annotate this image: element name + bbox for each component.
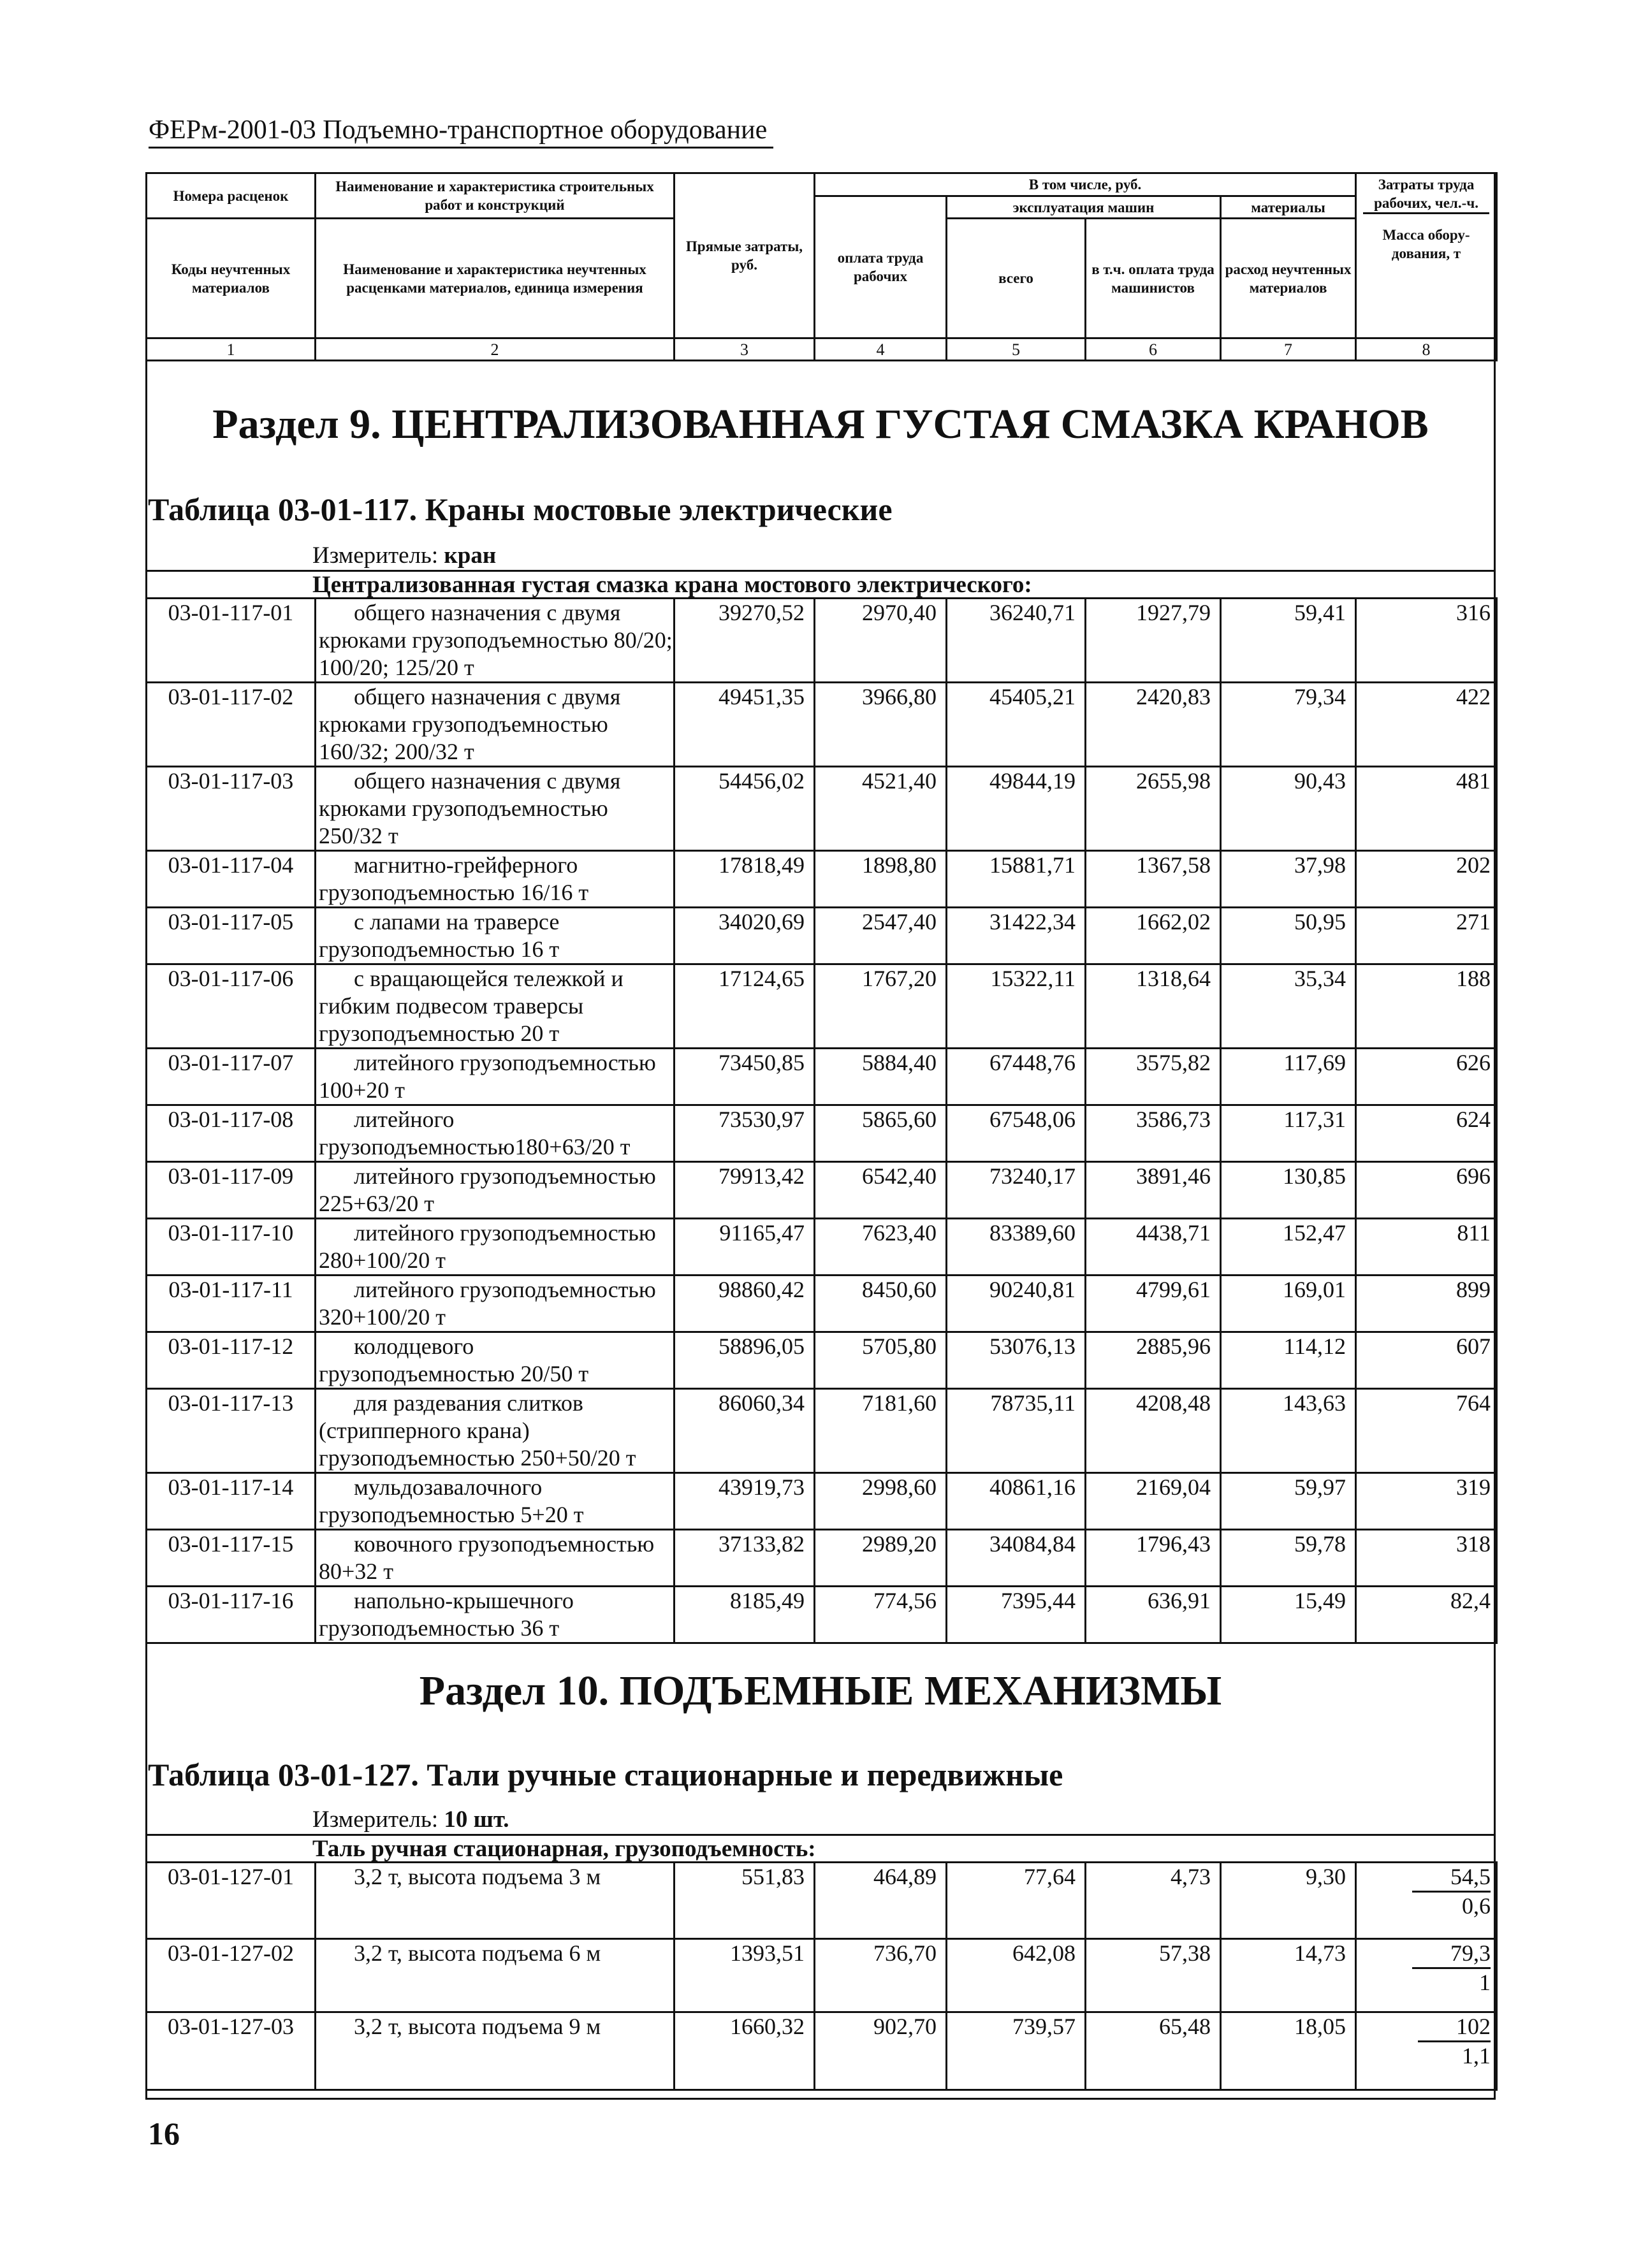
- direct-costs: 34020,69: [675, 908, 815, 964]
- machines-total: 67448,76: [947, 1049, 1086, 1105]
- machines-total: 78735,11: [947, 1389, 1086, 1473]
- labor-hours: 811: [1356, 1219, 1497, 1276]
- description-first-line: для раздевания слитков: [354, 1390, 583, 1416]
- rate-code: 03-01-127-01: [147, 1863, 316, 1939]
- page-number: 16: [148, 2116, 180, 2151]
- description-first-line: общего назначения с двумя: [354, 600, 621, 625]
- group-heading: Централизованная густая смазка крана мостового электрического:: [312, 572, 1032, 598]
- description-first-line: мульдозавалочного: [354, 1474, 543, 1500]
- drivers-pay: 3586,73: [1086, 1105, 1221, 1162]
- materials: 50,95: [1221, 908, 1356, 964]
- description-rest: 280+100/20 т: [319, 1247, 446, 1273]
- materials: 117,69: [1221, 1049, 1356, 1105]
- header-labor-hours: Затраты труда рабочих, чел.-ч.: [1363, 175, 1489, 214]
- work-description: [316, 964, 675, 1049]
- table-row: [147, 2012, 1497, 2090]
- materials: 130,85: [1221, 1162, 1356, 1219]
- header-drivers-pay: в т.ч. оплата труда машинистов: [1086, 219, 1221, 338]
- description-first-line: литейного грузоподъемностью: [354, 1220, 656, 1246]
- drivers-pay: 1318,64: [1086, 964, 1221, 1049]
- drivers-pay: 1662,02: [1086, 908, 1221, 964]
- work-description: [316, 1332, 675, 1389]
- table-title: Таблица 03-01-117. Краны мостовые электрические: [148, 491, 893, 527]
- machines-total: 642,08: [947, 1939, 1086, 2012]
- rate-code: 03-01-117-14: [147, 1473, 316, 1530]
- direct-costs: 73530,97: [675, 1105, 815, 1162]
- equipment-mass: 1: [1479, 1970, 1491, 1995]
- materials: 90,43: [1221, 767, 1356, 851]
- col-number: 2: [316, 338, 675, 361]
- drivers-pay: 2420,83: [1086, 683, 1221, 767]
- description-first-line: литейного грузоподъемностью: [354, 1050, 656, 1075]
- header-col1-bottom: Коды неучтенных материалов: [147, 219, 316, 338]
- labor-pay: 5705,80: [815, 1332, 947, 1389]
- table-row: [147, 599, 1497, 683]
- table-127: [145, 1861, 1498, 2091]
- labor-hours: 202: [1356, 851, 1497, 908]
- labor-pay: 6542,40: [815, 1162, 947, 1219]
- direct-costs: 43919,73: [675, 1473, 815, 1530]
- work-description: [316, 683, 675, 767]
- machines-total: 53076,13: [947, 1332, 1086, 1389]
- description-first-line: литейного: [354, 1107, 455, 1132]
- table-row: [147, 1473, 1497, 1530]
- col-number: 3: [675, 338, 815, 361]
- materials: 79,34: [1221, 683, 1356, 767]
- table-row: [147, 908, 1497, 964]
- rate-code: 03-01-117-16: [147, 1587, 316, 1643]
- machines-total: 45405,21: [947, 683, 1086, 767]
- rate-code: 03-01-117-11: [147, 1276, 316, 1332]
- labor-hours: 626: [1356, 1049, 1497, 1105]
- labor-pay: 2970,40: [815, 599, 947, 683]
- col-number: 8: [1356, 338, 1497, 361]
- unit-line: [312, 1806, 509, 1833]
- labor-hours: 316: [1356, 599, 1497, 683]
- rate-code: 03-01-117-10: [147, 1219, 316, 1276]
- materials: 35,34: [1221, 964, 1356, 1049]
- header-machines-total: всего: [947, 219, 1086, 338]
- drivers-pay: 3575,82: [1086, 1049, 1221, 1105]
- labor-pay: 774,56: [815, 1587, 947, 1643]
- description-rest: крюками грузоподъемностью 80/20; 100/20; 125/20 т: [319, 627, 673, 680]
- table-row: [147, 1863, 1497, 1939]
- work-description: [316, 1276, 675, 1332]
- drivers-pay: 57,38: [1086, 1939, 1221, 2012]
- machines-total: 739,57: [947, 2012, 1086, 2090]
- work-description: [316, 1162, 675, 1219]
- description-first-line: с лапами на траверсе: [354, 909, 560, 934]
- description-rest: 225+63/20 т: [319, 1191, 435, 1216]
- rate-code: 03-01-117-07: [147, 1049, 316, 1105]
- header-machines: эксплуатация машин: [947, 196, 1221, 219]
- labor-hours: 79,3: [1412, 1940, 1491, 1969]
- unit-line: [312, 542, 496, 569]
- rate-code: 03-01-117-02: [147, 683, 316, 767]
- description-first-line: напольно-крышечного: [354, 1588, 574, 1613]
- labor-and-mass: [1356, 1939, 1497, 2012]
- labor-and-mass: [1356, 2012, 1497, 2090]
- work-description: [316, 2012, 675, 2090]
- col-number: 5: [947, 338, 1086, 361]
- labor-pay: 2998,60: [815, 1473, 947, 1530]
- description-rest: грузоподъемностью180+63/20 т: [319, 1134, 631, 1159]
- col-number: 4: [815, 338, 947, 361]
- machines-total: 40861,16: [947, 1473, 1086, 1530]
- work-description: [316, 1105, 675, 1162]
- direct-costs: 39270,52: [675, 599, 815, 683]
- materials: 37,98: [1221, 851, 1356, 908]
- labor-pay: 7181,60: [815, 1389, 947, 1473]
- header-unaccounted-materials: расход неучтенных материалов: [1221, 219, 1356, 338]
- section-title: Раздел 9. ЦЕНТРАЛИЗОВАННАЯ ГУСТАЯ СМАЗКА КРАНОВ: [212, 401, 1429, 447]
- description-rest: грузоподъемностью 16/16 т: [319, 880, 589, 905]
- direct-costs: 1393,51: [675, 1939, 815, 2012]
- labor-hours: 624: [1356, 1105, 1497, 1162]
- materials: 59,78: [1221, 1530, 1356, 1587]
- work-description: [316, 599, 675, 683]
- table-row: [147, 683, 1497, 767]
- description-rest: грузоподъемностью 5+20 т: [319, 1502, 584, 1527]
- machines-total: 7395,44: [947, 1587, 1086, 1643]
- description-rest: крюками грузоподъемностью 250/32 т: [319, 796, 608, 848]
- description-rest: 320+100/20 т: [319, 1304, 446, 1330]
- labor-pay: 3966,80: [815, 683, 947, 767]
- section-title: Раздел 10. ПОДЪЕМНЫЕ МЕХАНИЗМЫ: [419, 1668, 1222, 1714]
- labor-pay: 464,89: [815, 1863, 947, 1939]
- rate-code: 03-01-117-06: [147, 964, 316, 1049]
- rate-code: 03-01-117-05: [147, 908, 316, 964]
- materials: 18,05: [1221, 2012, 1356, 2090]
- header-direct-costs: Прямые затраты, руб.: [675, 173, 815, 338]
- header-col1-top: Номера расценок: [147, 173, 316, 219]
- machines-total: 73240,17: [947, 1162, 1086, 1219]
- page-header: ФЕРм-2001-03 Подъемно-транспортное оборудование: [149, 115, 773, 149]
- materials: 9,30: [1221, 1863, 1356, 1939]
- machines-total: 31422,34: [947, 908, 1086, 964]
- drivers-pay: 4208,48: [1086, 1389, 1221, 1473]
- machines-total: 67548,06: [947, 1105, 1086, 1162]
- unit-label: Измеритель:: [312, 542, 444, 569]
- materials: 169,01: [1221, 1276, 1356, 1332]
- rate-code: 03-01-117-09: [147, 1162, 316, 1219]
- unit-label: Измеритель:: [312, 1806, 444, 1833]
- description-rest: грузоподъемностью 36 т: [319, 1615, 560, 1641]
- direct-costs: 1660,32: [675, 2012, 815, 2090]
- direct-costs: 37133,82: [675, 1530, 815, 1587]
- labor-pay: 4521,40: [815, 767, 947, 851]
- table-117: [145, 597, 1498, 1644]
- work-description: [316, 1587, 675, 1643]
- table-header: [145, 172, 1498, 361]
- direct-costs: 17818,49: [675, 851, 815, 908]
- materials: 143,63: [1221, 1389, 1356, 1473]
- drivers-pay: 2885,96: [1086, 1332, 1221, 1389]
- description-first-line: общего назначения с двумя: [354, 684, 621, 709]
- work-description: [316, 1863, 675, 1939]
- work-description: [316, 1049, 675, 1105]
- col-number: 7: [1221, 338, 1356, 361]
- labor-pay: 1767,20: [815, 964, 947, 1049]
- equipment-mass: 1,1: [1462, 2043, 1491, 2068]
- table-row: [147, 1105, 1497, 1162]
- description-first-line: колодцевого: [354, 1334, 474, 1359]
- header-col2-bottom: Наименование и характеристика неучтенных расценками материалов, единица измерения: [316, 219, 675, 338]
- header-col2-top: Наименование и характеристика строительных работ и конструкций: [316, 173, 675, 219]
- table-title: Таблица 03-01-127. Тали ручные стационарные и передвижные: [148, 1757, 1063, 1792]
- drivers-pay: 4799,61: [1086, 1276, 1221, 1332]
- machines-total: 90240,81: [947, 1276, 1086, 1332]
- description-first-line: ковочного грузоподъемностью: [354, 1531, 655, 1557]
- description-rest: (стрипперного крана) грузоподъемностью 250+50/20 т: [319, 1418, 636, 1471]
- table-row: [147, 1219, 1497, 1276]
- labor-hours: 764: [1356, 1389, 1497, 1473]
- description-first-line: литейного грузоподъемностью: [354, 1277, 656, 1302]
- drivers-pay: 2655,98: [1086, 767, 1221, 851]
- work-description: [316, 1389, 675, 1473]
- rate-code: 03-01-117-03: [147, 767, 316, 851]
- table-row: [147, 1049, 1497, 1105]
- labor-pay: 7623,40: [815, 1219, 947, 1276]
- work-description: [316, 908, 675, 964]
- labor-pay: 2989,20: [815, 1530, 947, 1587]
- drivers-pay: 1367,58: [1086, 851, 1221, 908]
- description-first-line: с вращающейся тележкой и: [354, 966, 624, 991]
- direct-costs: 91165,47: [675, 1219, 815, 1276]
- unit-value: кран: [444, 542, 497, 569]
- materials: 117,31: [1221, 1105, 1356, 1162]
- description-rest: 100+20 т: [319, 1077, 405, 1103]
- drivers-pay: 3891,46: [1086, 1162, 1221, 1219]
- machines-total: 36240,71: [947, 599, 1086, 683]
- table-row: [147, 964, 1497, 1049]
- work-description: [316, 1219, 675, 1276]
- table-row: [147, 1587, 1497, 1643]
- drivers-pay: 4,73: [1086, 1863, 1221, 1939]
- description-first-line: 3,2 т, высота подъема 9 м: [354, 2014, 601, 2039]
- labor-pay: 902,70: [815, 2012, 947, 2090]
- labor-pay: 736,70: [815, 1939, 947, 2012]
- machines-total: 15881,71: [947, 851, 1086, 908]
- table-row: [147, 1332, 1497, 1389]
- drivers-pay: 4438,71: [1086, 1219, 1221, 1276]
- work-description: [316, 1473, 675, 1530]
- machines-total: 15322,11: [947, 964, 1086, 1049]
- description-rest: грузоподъемностью 16 т: [319, 936, 560, 962]
- direct-costs: 17124,65: [675, 964, 815, 1049]
- direct-costs: 551,83: [675, 1863, 815, 1939]
- table-row: [147, 1276, 1497, 1332]
- labor-hours: 481: [1356, 767, 1497, 851]
- materials: 114,12: [1221, 1332, 1356, 1389]
- labor-hours: 318: [1356, 1530, 1497, 1587]
- direct-costs: 54456,02: [675, 767, 815, 851]
- header-equipment-mass: Масса обору- дования, т: [1382, 227, 1470, 261]
- materials: 14,73: [1221, 1939, 1356, 2012]
- unit-value: 10 шт.: [444, 1806, 509, 1833]
- table-row: [147, 1530, 1497, 1587]
- drivers-pay: 1927,79: [1086, 599, 1221, 683]
- labor-hours: 102: [1418, 2013, 1491, 2042]
- description-rest: гибким подвесом траверсы грузоподъемностью 20 т: [319, 993, 584, 1046]
- labor-hours: 82,4: [1356, 1587, 1497, 1643]
- description-rest: 80+32 т: [319, 1559, 394, 1584]
- labor-hours: 188: [1356, 964, 1497, 1049]
- materials: 59,41: [1221, 599, 1356, 683]
- rate-code: 03-01-117-15: [147, 1530, 316, 1587]
- labor-hours: 422: [1356, 683, 1497, 767]
- work-description: [316, 767, 675, 851]
- rate-code: 03-01-117-01: [147, 599, 316, 683]
- direct-costs: 8185,49: [675, 1587, 815, 1643]
- labor-hours: 54,5: [1412, 1863, 1491, 1893]
- drivers-pay: 2169,04: [1086, 1473, 1221, 1530]
- group-heading: Таль ручная стационарная, грузоподъемность:: [312, 1836, 816, 1862]
- materials: 15,49: [1221, 1587, 1356, 1643]
- direct-costs: 86060,34: [675, 1389, 815, 1473]
- machines-total: 34084,84: [947, 1530, 1086, 1587]
- machines-total: 83389,60: [947, 1219, 1086, 1276]
- header-labor-pay: оплата труда рабочих: [815, 196, 947, 338]
- table-row: [147, 1389, 1497, 1473]
- labor-hours: 607: [1356, 1332, 1497, 1389]
- labor-pay: 2547,40: [815, 908, 947, 964]
- rate-code: 03-01-117-12: [147, 1332, 316, 1389]
- table-row: [147, 1939, 1497, 2012]
- rate-code: 03-01-117-13: [147, 1389, 316, 1473]
- labor-and-mass: [1356, 1863, 1497, 1939]
- description-first-line: магнитно-грейферного: [354, 852, 578, 878]
- description-rest: грузоподъемностью 20/50 т: [319, 1361, 589, 1386]
- labor-pay: 5865,60: [815, 1105, 947, 1162]
- col-number: 6: [1086, 338, 1221, 361]
- col-number: 1: [147, 338, 316, 361]
- description-first-line: 3,2 т, высота подъема 6 м: [354, 1940, 601, 1966]
- table-row: [147, 1162, 1497, 1219]
- direct-costs: 98860,42: [675, 1276, 815, 1332]
- labor-pay: 1898,80: [815, 851, 947, 908]
- rate-code: 03-01-117-04: [147, 851, 316, 908]
- machines-total: 49844,19: [947, 767, 1086, 851]
- rate-code: 03-01-127-03: [147, 2012, 316, 2090]
- drivers-pay: 636,91: [1086, 1587, 1221, 1643]
- labor-pay: 5884,40: [815, 1049, 947, 1105]
- labor-hours: 696: [1356, 1162, 1497, 1219]
- description-first-line: 3,2 т, высота подъема 3 м: [354, 1864, 601, 1889]
- direct-costs: 79913,42: [675, 1162, 815, 1219]
- description-rest: крюками грузоподъемностью 160/32; 200/32 т: [319, 711, 608, 764]
- drivers-pay: 65,48: [1086, 2012, 1221, 2090]
- work-description: [316, 1939, 675, 2012]
- rate-code: 03-01-127-02: [147, 1939, 316, 2012]
- rate-code: 03-01-117-08: [147, 1105, 316, 1162]
- table-row: [147, 767, 1497, 851]
- machines-total: 77,64: [947, 1863, 1086, 1939]
- description-first-line: литейного грузоподъемностью: [354, 1163, 656, 1189]
- direct-costs: 58896,05: [675, 1332, 815, 1389]
- materials: 59,97: [1221, 1473, 1356, 1530]
- labor-hours: 899: [1356, 1276, 1497, 1332]
- header-materials: материалы: [1221, 196, 1356, 219]
- equipment-mass: 0,6: [1462, 1893, 1491, 1919]
- table-row: [147, 851, 1497, 908]
- labor-hours: 319: [1356, 1473, 1497, 1530]
- header-including: В том числе, руб.: [815, 173, 1356, 196]
- header-col8: [1356, 173, 1497, 338]
- drivers-pay: 1796,43: [1086, 1530, 1221, 1587]
- materials: 152,47: [1221, 1219, 1356, 1276]
- direct-costs: 49451,35: [675, 683, 815, 767]
- work-description: [316, 1530, 675, 1587]
- labor-hours: 271: [1356, 908, 1497, 964]
- labor-pay: 8450,60: [815, 1276, 947, 1332]
- direct-costs: 73450,85: [675, 1049, 815, 1105]
- description-first-line: общего назначения с двумя: [354, 768, 621, 794]
- work-description: [316, 851, 675, 908]
